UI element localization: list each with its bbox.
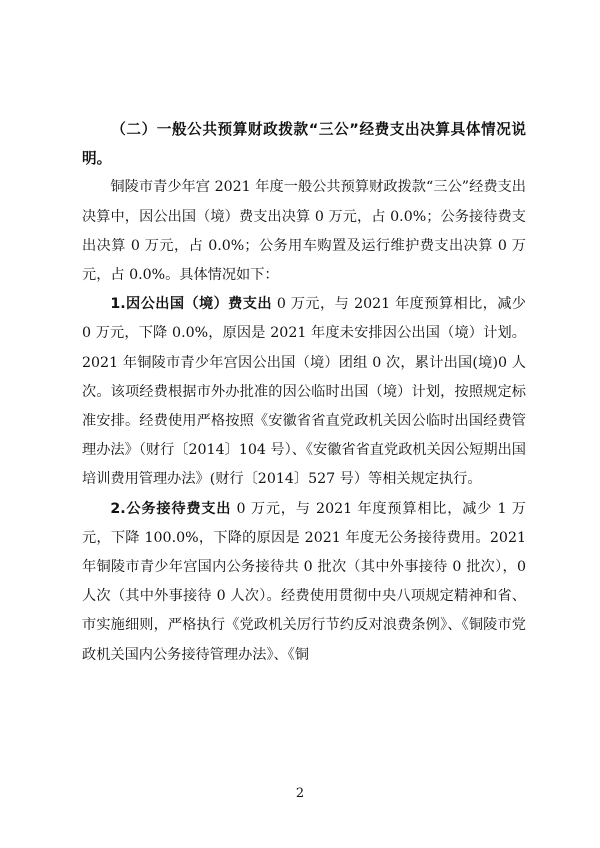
- section1-text: 0 万元，与 2021 年度预算相比，减少 0 万元，下降 0.0%，原因是 2021 年度未安排因公出国（境）计划。2021 年铜陵市青少年宫因公出国（境）团组 0 次，累计出国(境)0 人次。该项经费根据市外办批准的因公临时出国（境）计划，按照规定标准安排。经费使用严格按照《安徽省省直党政机关因公临时出国经费管理办法》（财行〔2014〕104 号）、《安徽省省直党政机关因公短期出国培训费用管理办法》(财行〔2014〕527 号）等相关规定执行。: [82, 296, 526, 488]
- section1-lead: 1.因公出国（境）费支出: [110, 296, 272, 313]
- section-heading: （二）一般公共预算财政拨款“三公”经费支出决算具体情况说明。: [82, 121, 526, 168]
- intro-paragraph: 铜陵市青少年宫 2021 年度一般公共预算财政拨款“三公”经费支出决算中，因公出国（境）费支出决算 0 万元，占 0.0%；公务接待费支出决算 0 万元，占 0.0%；公务用车购置及运行维护费支出决算 0 万元，占 0.0%。具体情况如下：: [82, 179, 526, 284]
- section2-paragraph: [82, 495, 526, 670]
- section2-lead: 2.公务接待费支出: [110, 500, 232, 517]
- document-body: [82, 115, 526, 670]
- section2-text: 0 万元，与 2021 年度预算相比，减少 1 万元，下降 100.0%，下降的原因是 2021 年度无公务接待费用。2021 年铜陵市青少年宫国内公务接待共 0 批次（其中外事接待 0 批次），0 人次（其中外事接待 0 人次）。经费使用贯彻中央八项规定精神和省、市实施细则，严格执行《党政机关厉行节约反对浪费条例》、《铜陵市党政机关国内公务接待管理办法》、《铜: [82, 500, 526, 663]
- section1-paragraph: [82, 290, 526, 494]
- page-number: 2: [295, 786, 305, 801]
